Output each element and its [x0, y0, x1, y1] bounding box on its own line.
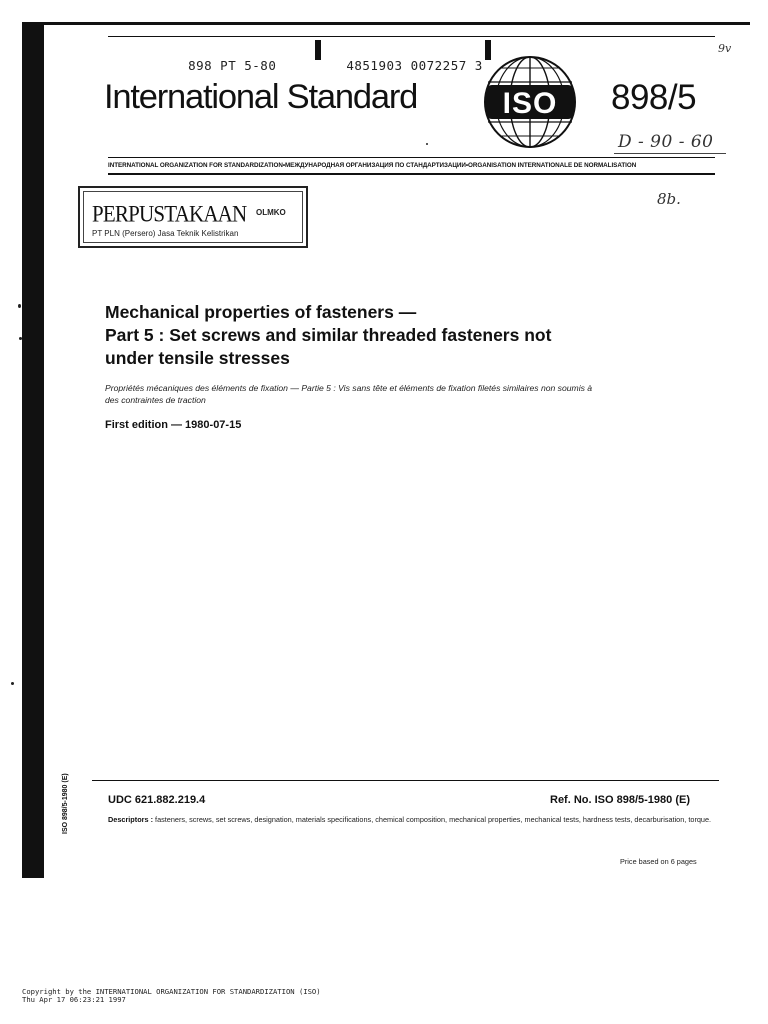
scan-speck	[18, 304, 21, 308]
org-line-top	[108, 157, 715, 158]
header-line	[108, 36, 715, 37]
scan-speck	[19, 337, 22, 340]
price-note: Price based on 6 pages	[620, 857, 697, 866]
copyright-notice	[22, 988, 321, 1005]
french-title	[105, 383, 715, 406]
top-rule	[44, 22, 750, 25]
barcode-left-text: 898 PT 5-80	[188, 58, 277, 73]
org-line-bottom	[108, 173, 715, 175]
stamp-code: OLMKO	[256, 208, 286, 217]
scan-speck	[11, 682, 14, 685]
footer-rule	[92, 780, 719, 781]
handwritten-margin-note: 8b.	[657, 190, 681, 208]
handwritten-underline	[614, 153, 726, 154]
descriptors-label: Descriptors :	[108, 815, 154, 824]
copyright-line: Copyright by the INTERNATIONAL ORGANIZATION FOR STANDARDIZATION (ISO)	[22, 987, 321, 996]
reference-number: Ref. No. ISO 898/5-1980 (E)	[550, 794, 690, 806]
corner-handwritten-note: 9v	[718, 42, 732, 55]
document-title-line: Part 5 : Set screws and similar threaded fasteners not	[105, 325, 552, 345]
document-title	[105, 301, 705, 370]
copyright-timestamp: Thu Apr 17 06:23:21 1997	[22, 995, 126, 1005]
document-title-line: under tensile stresses	[105, 348, 290, 368]
standard-number: 898/5	[611, 78, 697, 117]
left-scan-bar	[22, 22, 44, 878]
vertical-side-reference: ISO 898/5-1980 (E)	[62, 773, 69, 834]
organization-names: INTERNATIONAL ORGANIZATION FOR STANDARDIZATION•МЕЖДУНАРОДНАЯ ОРГАНИЗАЦИЯ ПО СТАНДАРТИЗАЦИИ•ORGANISATION INTERNATIONALE DE NORMALISATION	[108, 162, 637, 169]
handwritten-reference: D - 90 - 60	[618, 132, 714, 152]
edition-date: First edition — 1980-07-15	[105, 419, 242, 431]
document-title-line: Mechanical properties of fasteners —	[105, 302, 417, 322]
scan-speck	[426, 143, 428, 145]
iso-globe-logo	[482, 54, 578, 150]
stamp-subtitle: PT PLN (Persero) Jasa Teknik Kelistrikan	[92, 229, 239, 238]
french-title-line: des contraintes de traction	[105, 394, 206, 405]
descriptors-text: fasteners, screws, set screws, designation, materials specifications, chemical composition, mechanical properties, mechanical tests, hardness tests, decarburisation, torque.	[153, 815, 712, 824]
iso-logo-text: ISO	[502, 87, 558, 120]
document-type-title: International Standard	[104, 78, 418, 116]
library-stamp	[78, 186, 308, 248]
stamp-title: PERPUSTAKAAN	[92, 200, 247, 227]
french-title-line: Propriétés mécaniques des éléments de fixation — Partie 5 : Vis sans tête et éléments de fixation filetés similaires non soumis à	[105, 383, 593, 393]
barcode-text	[172, 43, 483, 73]
udc-code: UDC 621.882.219.4	[108, 794, 206, 806]
descriptors	[108, 815, 723, 826]
barcode-right-text: 4851903 0072257 3	[346, 58, 483, 73]
